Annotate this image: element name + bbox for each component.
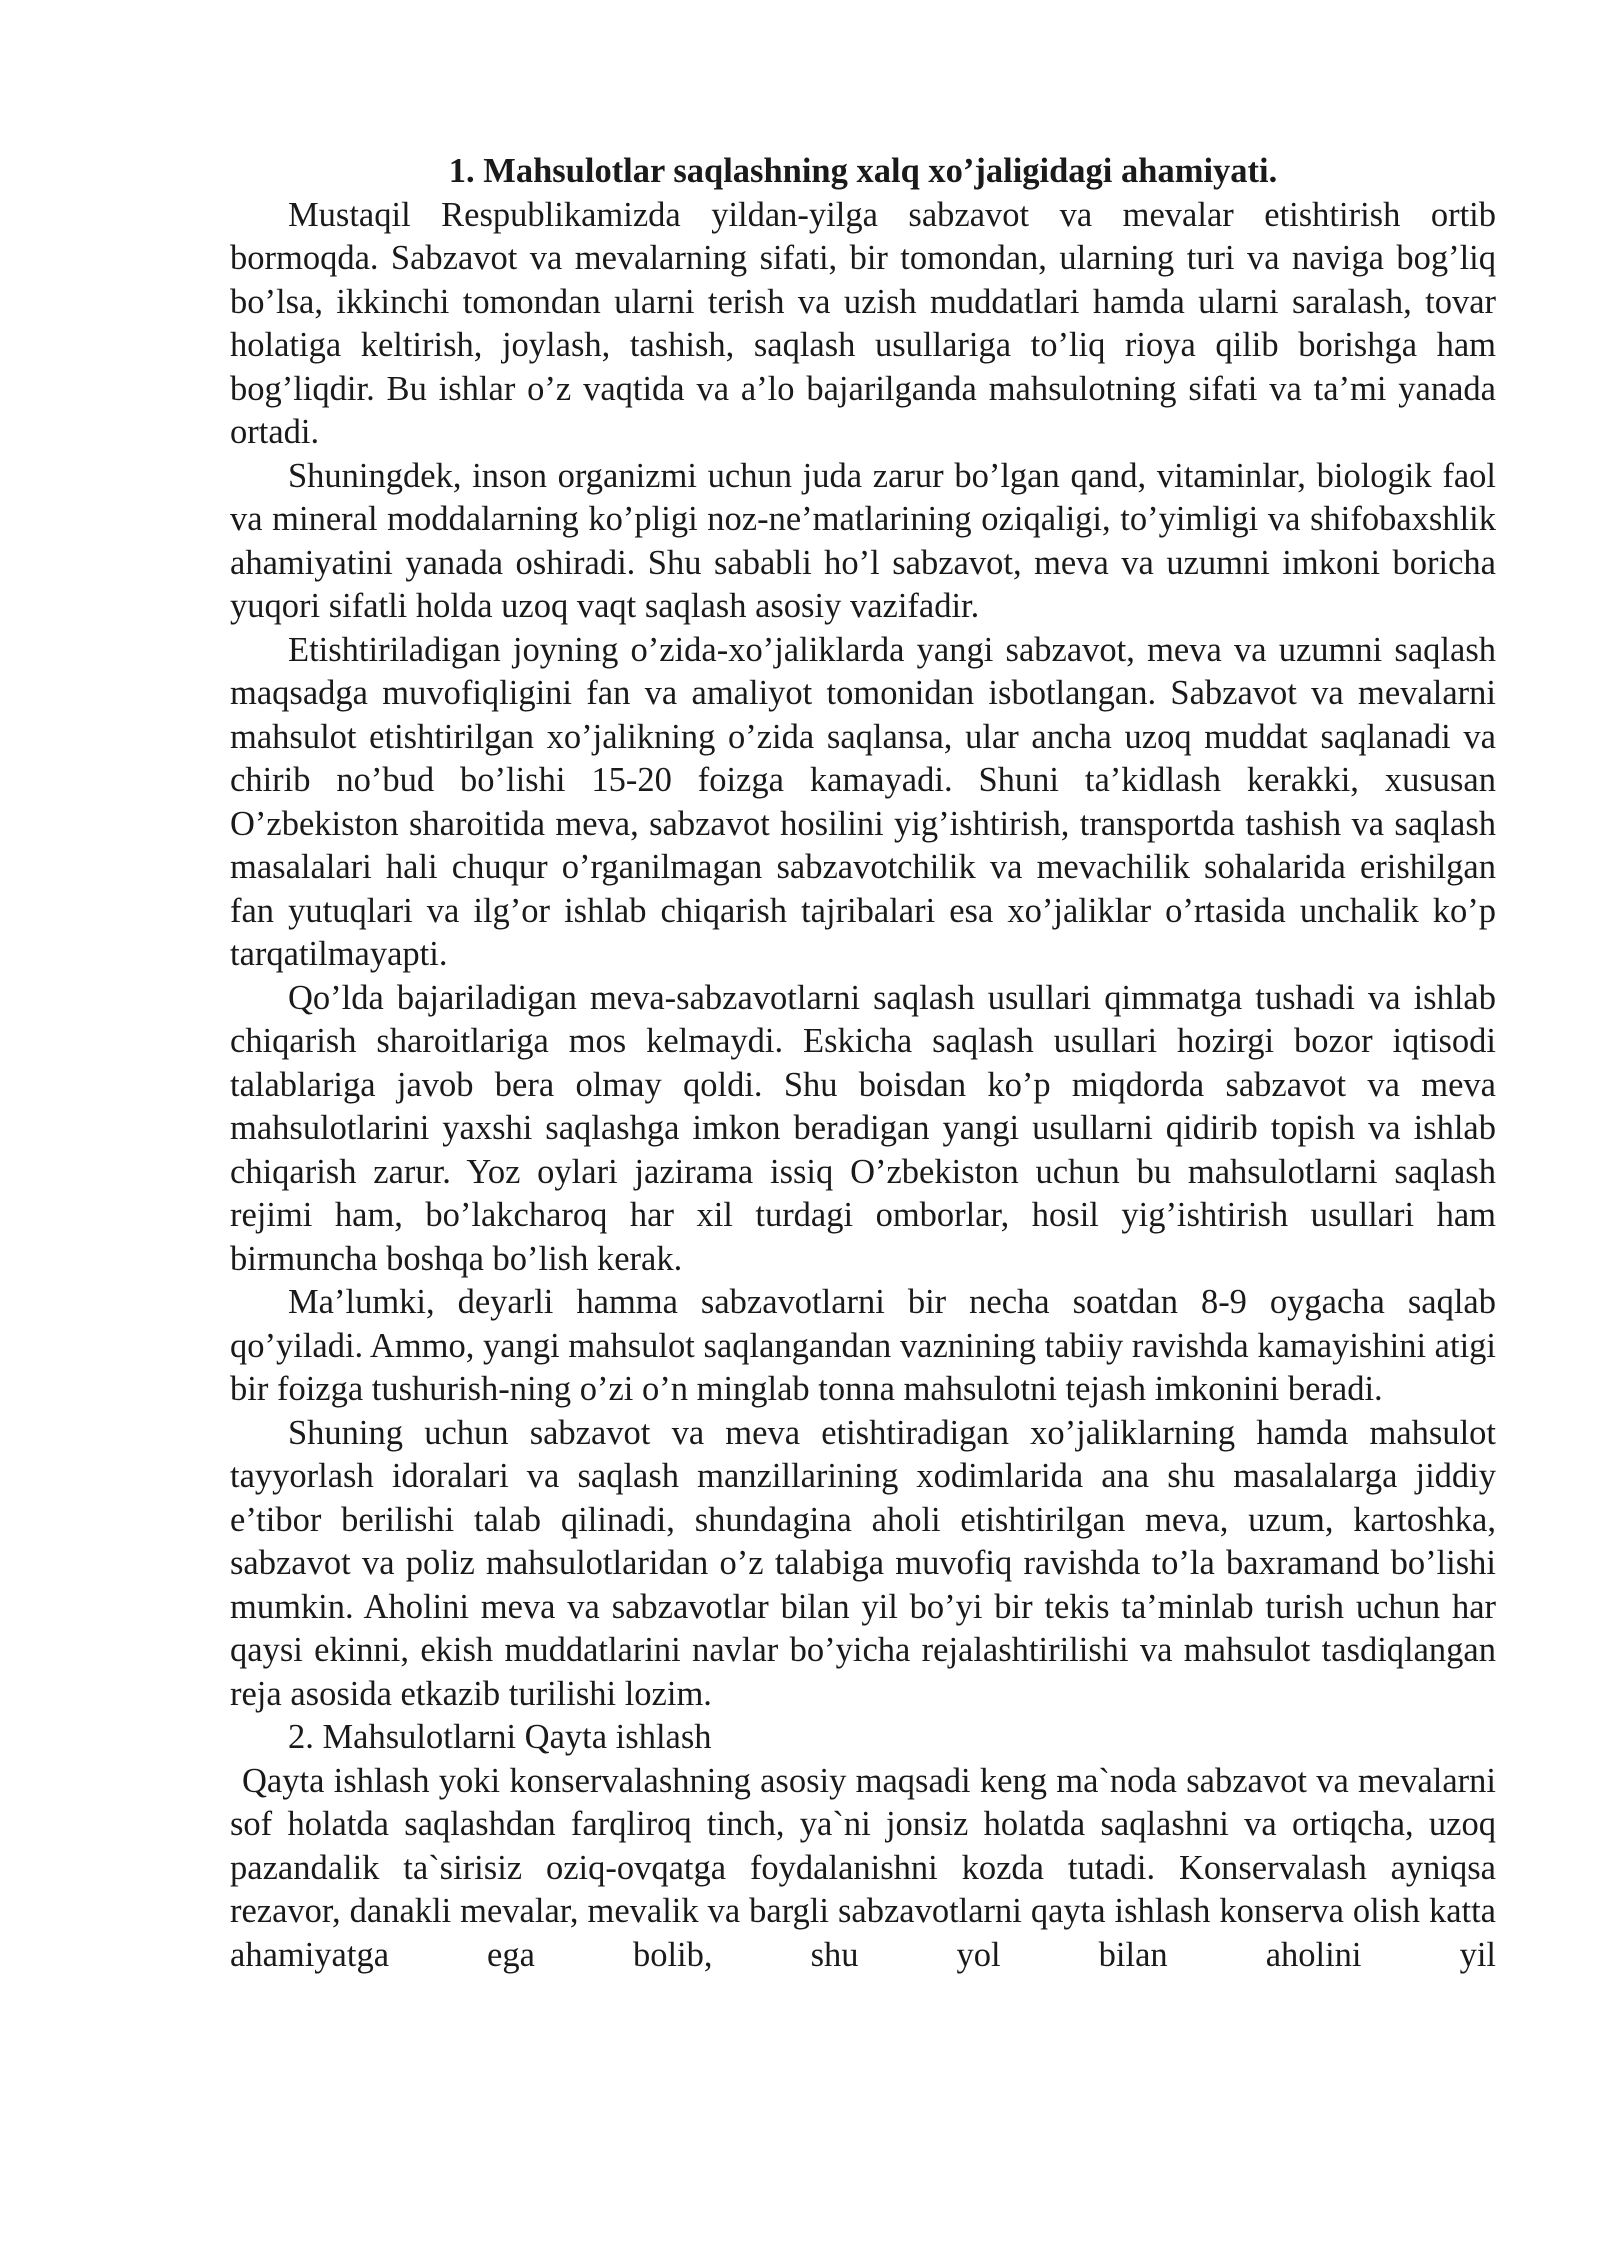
paragraph-6: Shuning uchun sabzavot va meva etishtiradigan xo’jaliklarning hamda mahsulot tayyorlash idoralari va saqlash manzillarining xodimlarida ana shu masalalarga jiddiy e’tibor berilishi talab qilinadi, shundagina aholi etishtirilgan meva, uzum, kartoshka, sabzavot va poliz mahsulotlaridan o’z talabiga muvofiq ravishda to’la baxramand bo’lishi mumkin. Aholini meva va sabzavotlar bilan yil bo’yi bir tekis ta’minlab turish uchun har qaysi ekinni, ekish muddatlarini navlar bo’yicha rejalashtirilishi va mahsulot tasdiqlangan reja asosida etkazib turilishi lozim. xyxy=(230,1413,1496,1713)
section-title: 1. Mahsulotlar saqlashning xalq xo’jaligidagi ahamiyati. xyxy=(448,152,1278,190)
section-2-heading: 2. Mahsulotlarni Qayta ishlash xyxy=(288,1718,712,1756)
paragraph-4: Qo’lda bajariladigan meva-sabzavotlarni saqlash usullari qimmatga tushadi va ishlab chiqarish sharoitlariga mos kelmaydi. Eskicha saqlash usullari hozirgi bozor iqtisodi talablariga javob bera olmay qoldi. Shu boisdan ko’p miqdorda sabzavot va meva mahsulotlarini yaxshi saqlashga imkon beradigan yangi usullarni qidirib topish va ishlab chiqarish zarur. Yoz oylari jazirama issiq O’zbekiston uchun bu mahsulotlarni saqlash rejimi ham, bo’lakcharoq har xil turdagi omborlar, hosil yig’ishtirish usullari ham birmuncha boshqa bo’lish kerak. xyxy=(230,978,1496,1278)
paragraph-3: Etishtiriladigan joyning o’zida-xo’jaliklarda yangi sabzavot, meva va uzumni saqlash maqsadga muvofiqligini fan va amaliyot tomonidan isbotlangan. Sabzavot va mevalarni mahsulot etishtirilgan xo’jalikning o’zida saqlansa, ular ancha uzoq muddat saqlanadi va chirib no’bud bo’lishi 15-20 foizga kamayadi. Shuni ta’kidlash kerakki, xususan O’zbekiston sharoitida meva, sabzavot hosilini yig’ishtirish, transportda tashish va saqlash masalalari hali chuqur o’rganilmagan sabzavotchilik va mevachilik sohalarida erishilgan fan yutuqlari va ilg’or ishlab chiqarish tajribalari esa xo’jaliklar o’rtasida unchalik ko’p tarqatilmayapti. xyxy=(230,630,1496,973)
paragraph-5: Ma’lumki, deyarli hamma sabzavotlarni bir necha soatdan 8-9 oygacha saqlab qo’yiladi. Ammo, yangi mahsulot saqlangandan vaznining tabiiy ravishda kamayishini atigi bir foizga tushurish-ning o’zi o’n minglab tonna mahsulotni tejash imkonini beradi. xyxy=(230,1283,1496,1408)
document-page xyxy=(230,150,1496,1977)
paragraph-2: Shuningdek, inson organizmi uchun juda zarur bo’lgan qand, vitaminlar, biologik faol va mineral moddalarning ko’pligi noz-ne’matlarining oziqaligi, to’yimligi va shifobaxshlik ahamiyatini yanada oshiradi. Shu sababli ho’l sabzavot, meva va uzumni imkoni boricha yuqori sifatli holda uzoq vaqt saqlash asosiy vazifadir. xyxy=(230,456,1496,625)
paragraph-1: Mustaqil Respublikamizda yildan-yilga sabzavot va mevalar etishtirish ortib bormoqda. Sabzavot va mevalarning sifati, bir tomondan, ularning turi va naviga bog’liq bo’lsa, ikkinchi tomondan ularni terish va uzish muddatlari hamda ularni saralash, tovar holatiga keltirish, joylash, tashish, saqlash usullariga to’liq rioya qilib borishga ham bog’liqdir. Bu ishlar o’z vaqtida va a’lo bajarilganda mahsulotning sifati va ta’mi yanada ortadi. xyxy=(230,195,1496,451)
section-2-paragraph: Qayta ishlash yoki konservalashning asosiy maqsadi keng ma`noda sabzavot va mevalarni sof holatda saqlashdan farqliroq tinch, ya`ni jonsiz holatda saqlashni va ortiqcha, uzoq pazandalik ta`sirisiz oziq-ovqatga foydalanishni kozda tutadi. Konservalash ayniqsa rezavor, danakli mevalar, mevalik va bargli sabzavotlarni qayta ishlash konserva olish katta ahamiyatga ega bolib, shu yol bilan aholini yil xyxy=(230,1761,1496,1974)
